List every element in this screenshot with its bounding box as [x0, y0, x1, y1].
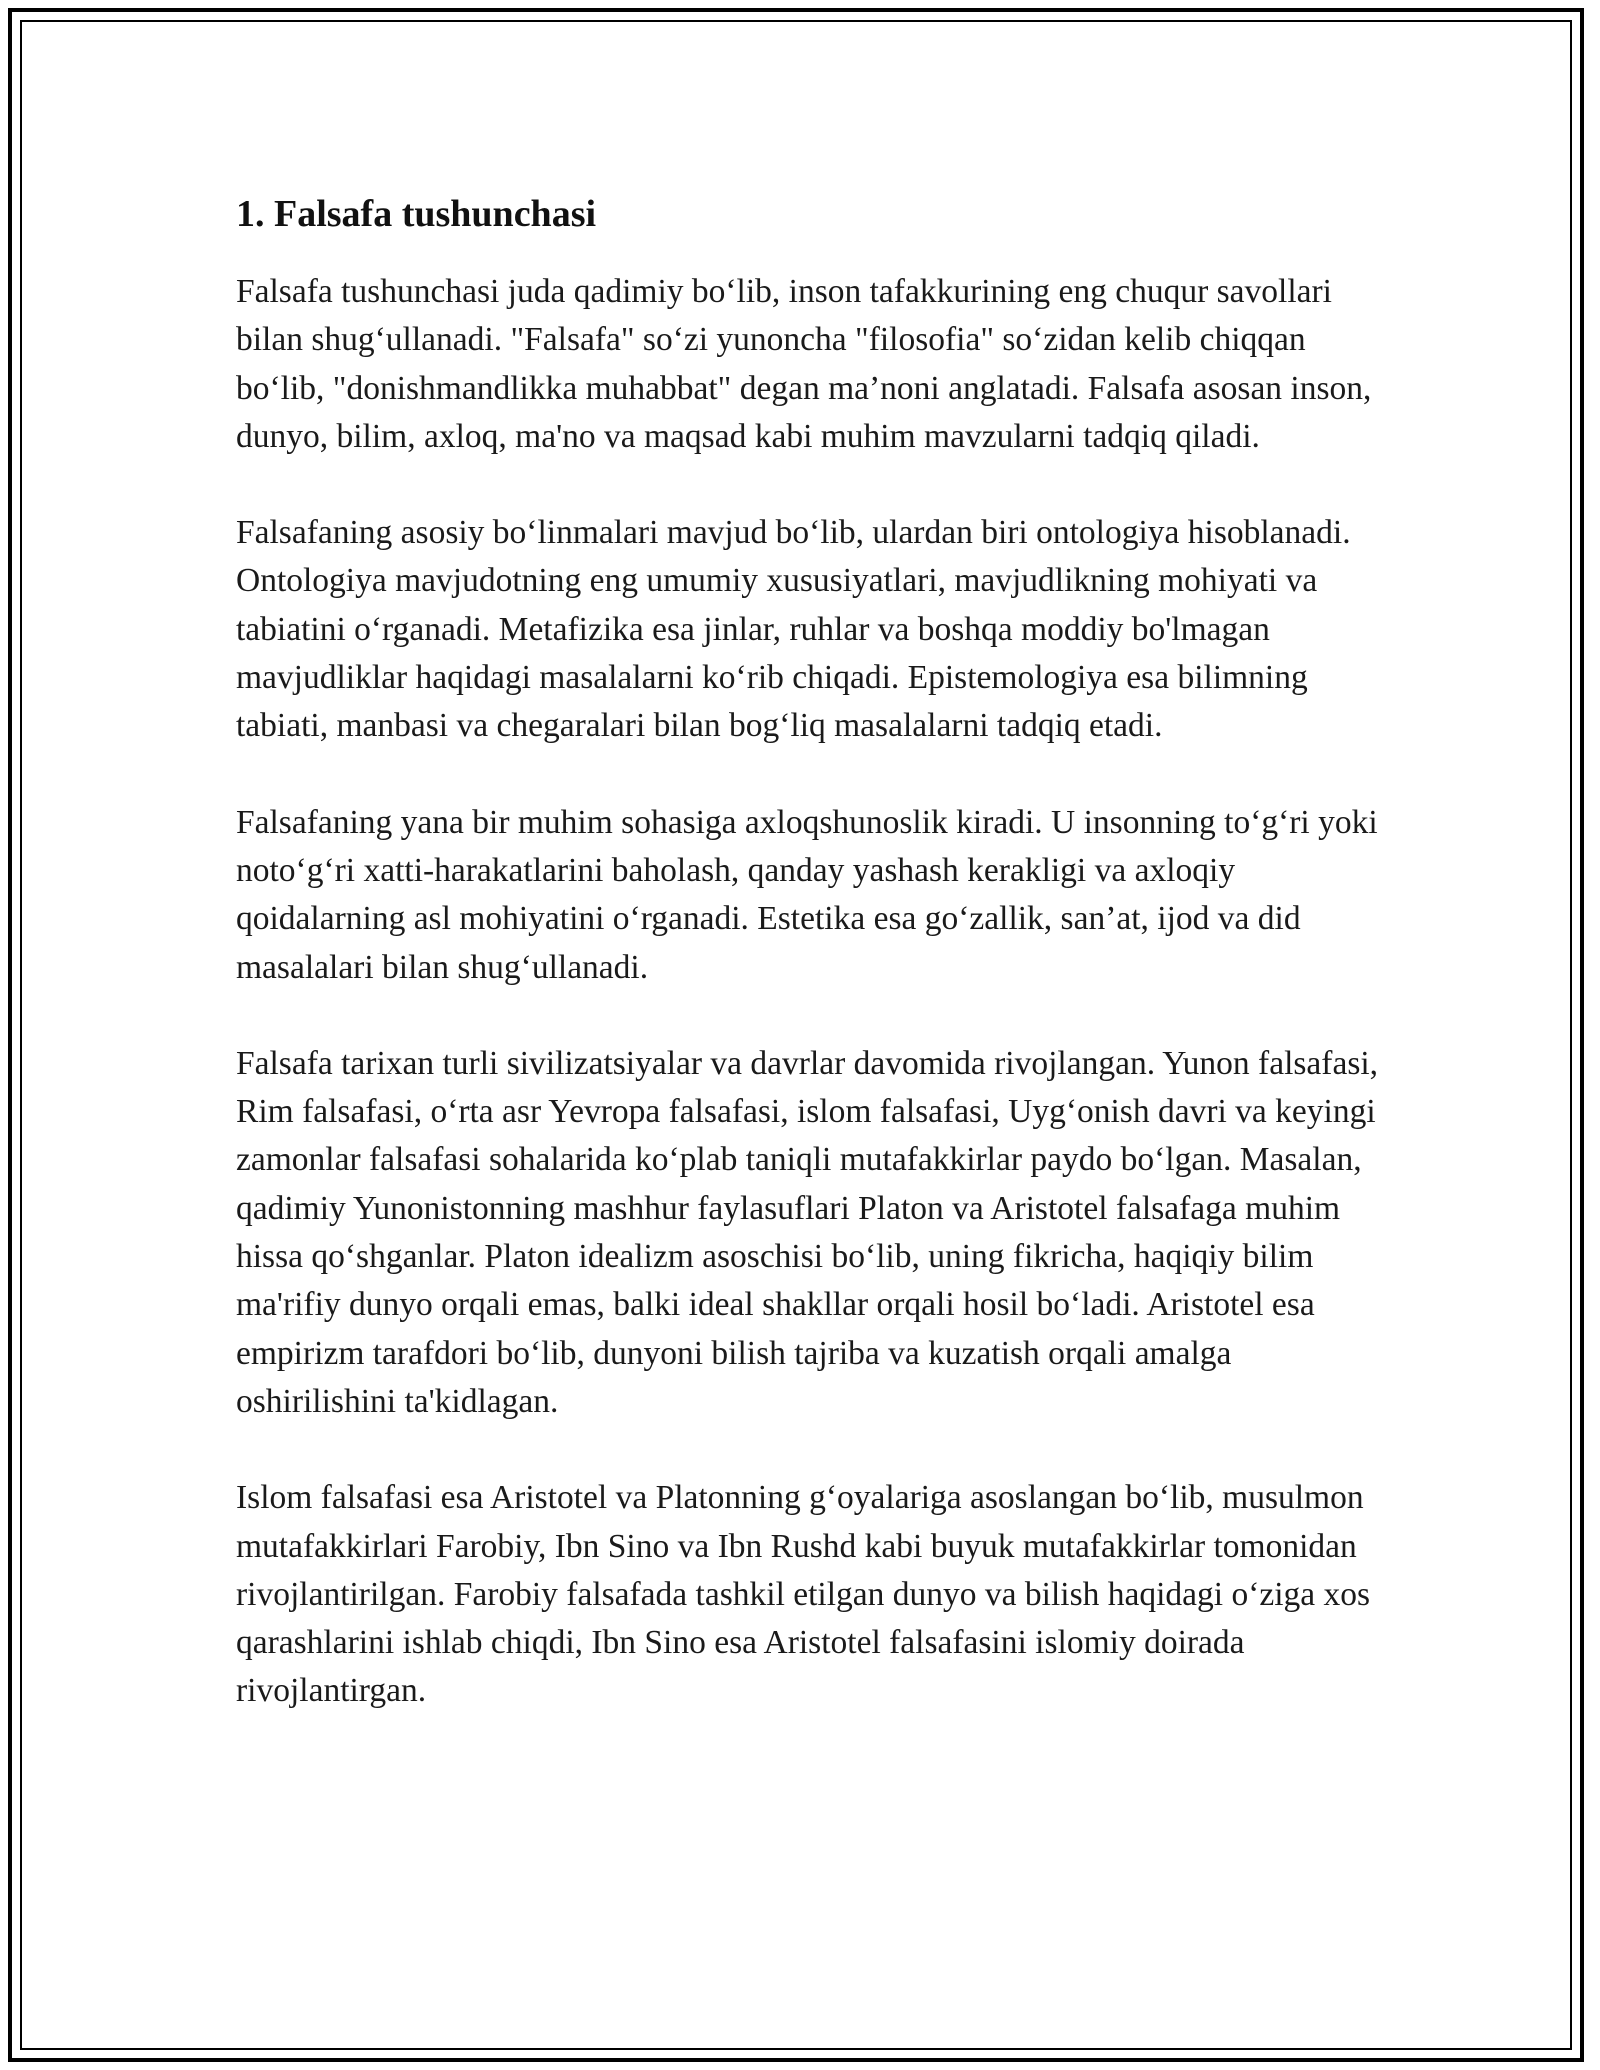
paragraph-definition: Falsafa tushunchasi juda qadimiy bo‘lib, inson tafakkurining eng chuqur savollari bilan shug‘ullanadi. "Falsafa" so‘zi yunoncha "filosofia" so‘zidan kelib chiqqan bo‘lib, "donishmandlikka muhabbat" degan ma’noni anglatadi. Falsafa asosan inson, dunyo, bilim, axloq, ma'no va maqsad kabi muhim mavzularni tadqiq qiladi. — [236, 273, 1372, 455]
paragraph-history: Falsafa tarixan turli sivilizatsiyalar va davrlar davomida rivojlangan. Yunon falsafasi, Rim falsafasi, o‘rta asr Yevropa falsafasi, islom falsafasi, Uyg‘onish davri va keyingi zamonlar falsafasi sohalarida ko‘plab taniqli mutafakkirlar paydo bo‘lgan. Masalan, qadimiy Yunonistonning mashhur faylasuflari Platon va Aristotel falsafaga muhim hissa qo‘shganlar. Platon idealizm asoschisi bo‘lib, uning fikricha, haqiqiy bilim ma'rifiy dunyo orqali emas, balki ideal shakllar orqali hosil bo‘ladi. Aristotel esa empirizm tarafdori bo‘lib, dunyoni bilish tajriba va kuzatish orqali amalga oshirilishini ta'kidlagan. — [236, 1044, 1379, 1420]
paragraph-branches: Falsafaning asosiy bo‘linmalari mavjud bo‘lib, ulardan biri ontologiya hisoblanadi. Ontologiya mavjudotning eng umumiy xususiyatlari, mavjudlikning mohiyati va tabiatini o‘rganadi. Metafizika esa jinlar, ruhlar va boshqa moddiy bo'lmagan mavjudliklar haqidagi masalalarni ko‘rib chiqadi. Epistemologiya esa bilimning tabiati, manbasi va chegaralari bilan bog‘liq masalalarni tadqiq etadi. — [236, 514, 1351, 745]
paragraph-ethics-aesthetics: Falsafaning yana bir muhim sohasiga axloqshunoslik kiradi. U insonning to‘g‘ri yoki noto‘g‘ri xatti-harakatlarini baholash, qanday yashash kerakligi va axloqiy qoidalarning asl mohiyatini o‘rganadi. Estetika esa go‘zallik, san’at, ijod va did masalalari bilan shug‘ullanadi. — [236, 803, 1378, 986]
document-body — [236, 188, 1396, 1764]
paragraph-islamic-philosophy: Islom falsafasi esa Aristotel va Platonning g‘oyalariga asoslangan bo‘lib, musulmon mutafakkirlari Farobiy, Ibn Sino va Ibn Rushd kabi buyuk mutafakkirlar tomonidan rivojlantirilgan. Farobiy falsafada tashkil etilgan dunyo va bilish haqidagi o‘ziga xos qarashlarini ishlab chiqdi, Ibn Sino esa Aristotel falsafasini islomiy doirada rivojlantirgan. — [236, 1479, 1371, 1710]
section-heading: 1. Falsafa tushunchasi — [236, 193, 597, 235]
